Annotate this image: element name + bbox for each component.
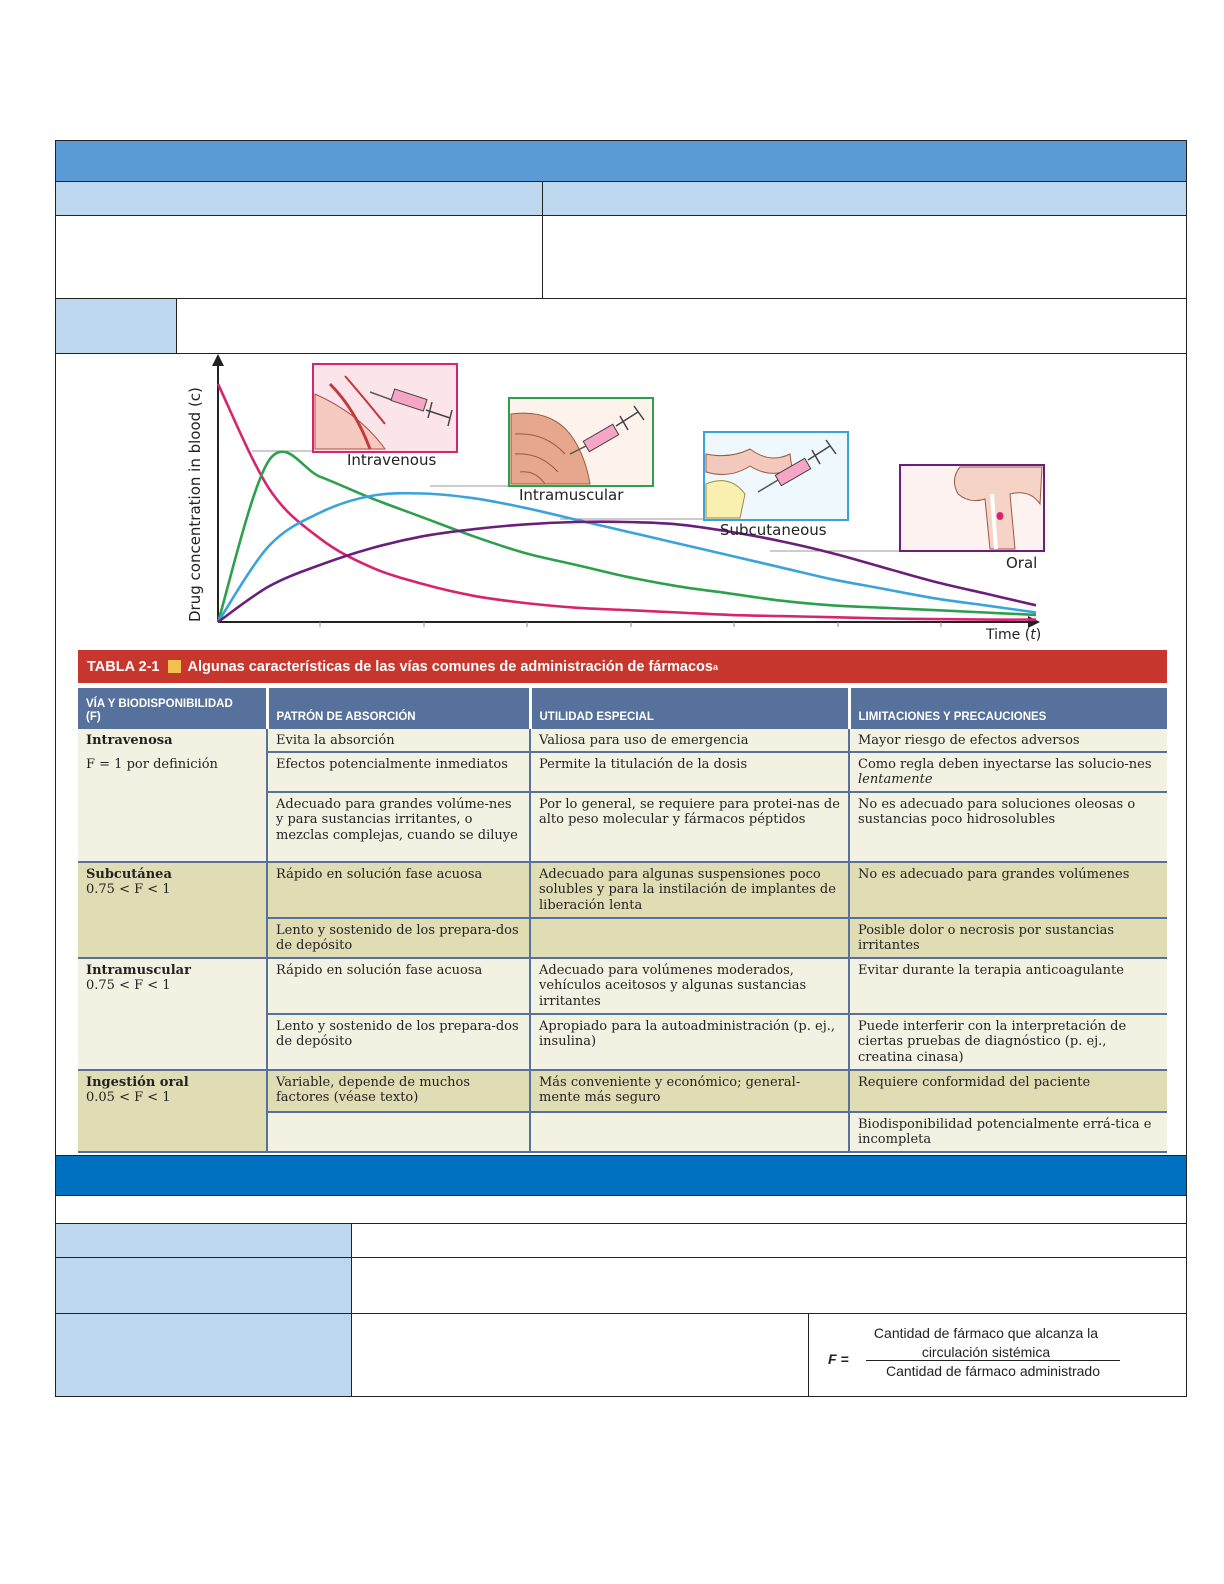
- route-cell-intramuscular: Intramuscular 0.75 < F < 1: [78, 958, 267, 1070]
- formula-numerator-2: circulación sistémica: [921, 1344, 1051, 1360]
- table-row: Intravenosa F = 1 por definición Evita la absorción Valiosa para uso de emergencia Mayor riesgo de efectos adversos: [78, 729, 1167, 752]
- routes-table: [78, 688, 1167, 1153]
- value-cell: [176, 298, 1187, 354]
- label-cell-3: [55, 1313, 352, 1397]
- route-cell-subcutaneous: Subcutánea 0.75 < F < 1: [78, 862, 267, 958]
- table-header-row: [78, 688, 1167, 729]
- fraction-bar: [866, 1360, 1120, 1361]
- table-row: Lento y sostenido de los prepara-dos de depósito Apropiado para la autoadministración (p. ej., insulina) Puede interferir con la interpretación de ciertas pruebas de diagnóstico (p. ej., creatina cinasa): [78, 1014, 1167, 1070]
- formula-lhs: F =: [828, 1351, 849, 1367]
- table-row: Efectos potencialmente inmediatos Permite la titulación de la dosis Como regla deben inyectarse las solucio-nes lentamente: [78, 752, 1167, 792]
- table-row: Subcutánea 0.75 < F < 1 Rápido en solución fase acuosa Adecuado para algunas suspensiones poco solubles y para la instilación de implantes de liberación lenta No es adecuado para grandes volúmenes: [78, 862, 1167, 918]
- label-cell-1: [55, 1223, 352, 1258]
- header-utility: UTILIDAD ESPECIAL: [530, 688, 849, 729]
- subheader-left-cell: [55, 181, 543, 216]
- value-cell-1: [351, 1223, 1187, 1258]
- route-cell-oral: Ingestión oral 0.05 < F < 1: [78, 1070, 267, 1152]
- table-row: Adecuado para grandes volúme-nes y para sustancias irritantes, o mezclas complejas, cuando se diluye Por lo general, se requiere para protei-nas de alto peso molecular y fármacos péptidos No es adecuado para soluciones oleosas o sustancias poco hidrosolubles: [78, 792, 1167, 862]
- table-title: Algunas características de las vías comunes de administración de fármacos: [187, 658, 713, 675]
- route-cell-intravenous: Intravenosa F = 1 por definición: [78, 729, 267, 862]
- content-left-cell: [55, 215, 543, 299]
- subheader-right-cell: [542, 181, 1187, 216]
- top-header-bar: [55, 140, 1187, 182]
- table-title-bar: [78, 650, 1167, 683]
- table-row: Lento y sostenido de los prepara-dos de depósito Posible dolor o necrosis por sustancias irritantes: [78, 918, 1167, 958]
- value-cell-2: [351, 1257, 1187, 1314]
- section-header-bar: [55, 1155, 1187, 1196]
- table-row: Biodisponibilidad potencialmente errá-tica e incompleta: [78, 1112, 1167, 1152]
- table-number: TABLA 2-1: [87, 658, 160, 675]
- subcutaneous-illustration: [704, 432, 848, 520]
- route-label-intramuscular: Intramuscular: [519, 486, 624, 504]
- tabla-2-1: [78, 650, 1167, 1154]
- intramuscular-illustration: [509, 398, 653, 486]
- value-cell-3: [351, 1313, 809, 1397]
- table-title-footnote: a: [712, 661, 718, 672]
- label-cell: [55, 298, 177, 354]
- formula-numerator-1: Cantidad de fármaco que alcanza la: [873, 1325, 1099, 1341]
- concentration-chart: [170, 354, 1070, 646]
- content-right-cell: [542, 215, 1187, 299]
- y-axis-label: Drug concentration in blood (c): [186, 387, 204, 622]
- formula-denominator: Cantidad de fármaco administrado: [885, 1363, 1100, 1379]
- pill-icon: [997, 512, 1004, 520]
- route-label-oral: Oral: [1006, 554, 1038, 572]
- route-label-subcutaneous: Subcutaneous: [720, 521, 827, 539]
- intravenous-illustration: [313, 364, 457, 452]
- table-row: Intramuscular 0.75 < F < 1 Rápido en solución fase acuosa Adecuado para volúmenes moderados, vehículos aceitosos y algunas sustancias irritantes Evitar durante la terapia anticoagulante: [78, 958, 1167, 1014]
- label-cell-2: [55, 1257, 352, 1314]
- header-route: VÍA Y BIODISPONIBILIDAD (F): [78, 688, 267, 729]
- blank-row: [55, 1195, 1187, 1224]
- x-axis-label: Time (t): [986, 627, 1042, 643]
- bioavailability-formula: [826, 1324, 1126, 1384]
- header-absorption: PATRÓN DE ABSORCIÓN: [267, 688, 530, 729]
- oral-illustration: [900, 465, 1044, 551]
- header-limitations: LIMITACIONES Y PRECAUCIONES: [849, 688, 1167, 729]
- route-label-intravenous: Intravenous: [347, 451, 437, 469]
- table-row: Ingestión oral 0.05 < F < 1 Variable, depende de muchos factores (véase texto) Más conveniente y económico; general-mente más seguro Requiere conformidad del paciente: [78, 1070, 1167, 1112]
- table-marker-icon: [168, 660, 181, 673]
